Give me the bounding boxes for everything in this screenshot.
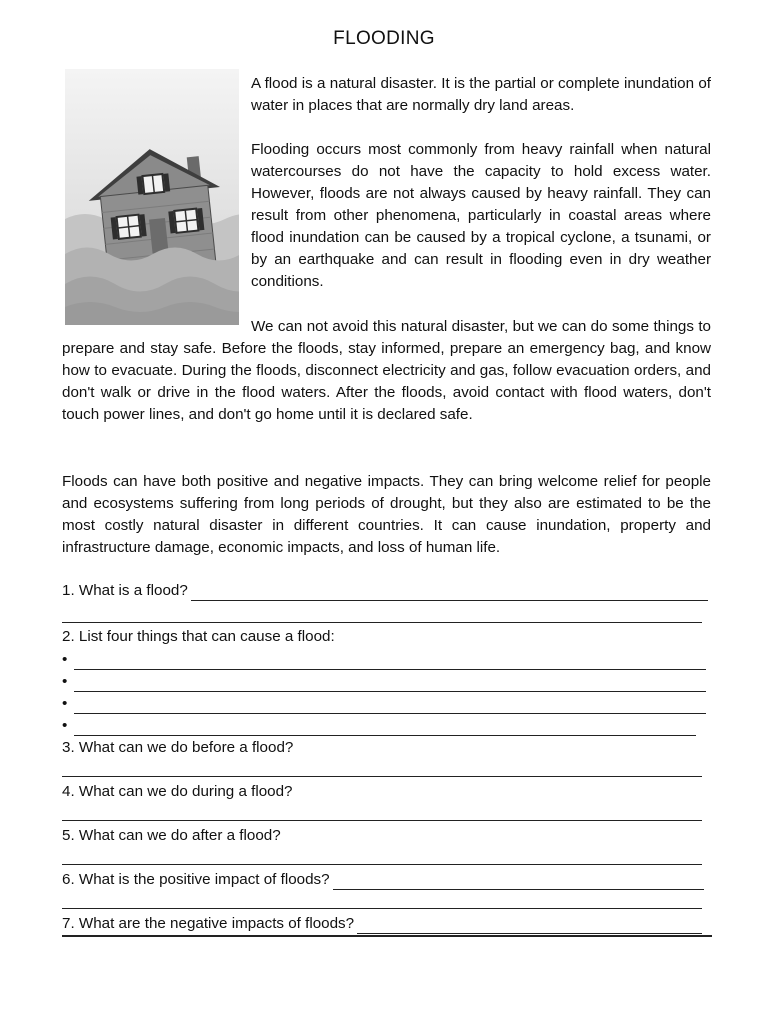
answer-line[interactable] (62, 864, 702, 865)
question-6 (62, 870, 704, 890)
flooded-house-icon (65, 69, 239, 325)
question-4-label: 4. What can we do during a flood? (62, 783, 293, 800)
paragraph-impacts: Floods can have both positive and negative impacts. They can bring welcome relief for people and ecosystems suffering from long periods of drought, but they also are estimated to be the most costly natural disaster in different countries. It can cause inundation, property and infrastructure damage, economic impacts, and loss of human life. (62, 473, 711, 556)
bullet-answer (62, 716, 696, 736)
question-2-label: 2. List four things that can cause a flood: (62, 628, 335, 645)
answer-line[interactable] (74, 699, 706, 714)
bullet-answer (62, 650, 706, 670)
paragraph-definition: A flood is a natural disaster. It is the partial or complete inundation of water in places that are normally dry land areas. (251, 75, 711, 114)
paragraph-safety: We can not avoid this natural disaster, but we can do some things to prepare and stay safe. Before the floods, stay informed, prepare an emergency bag, and know how to evacuate. During the floods, disconnect electricity and gas, follow evacuation orders, and don't walk or drive in the flood waters. After the floods, avoid contact with flood waters, don't touch power lines, and don't go home until it is declared safe. (62, 318, 711, 423)
question-3 (62, 738, 293, 758)
question-3-label: 3. What can we do before a flood? (62, 739, 294, 756)
question-7 (62, 914, 702, 934)
answer-line[interactable] (74, 655, 706, 670)
answer-line[interactable] (333, 875, 704, 890)
answer-line[interactable] (62, 908, 702, 909)
bullet-point: • (62, 717, 68, 734)
bullet-point: • (62, 651, 68, 668)
bottom-rule (62, 935, 712, 937)
answer-line[interactable] (74, 677, 706, 692)
answer-line[interactable] (357, 919, 702, 934)
answer-line[interactable] (191, 586, 708, 601)
question-1-label: 1. What is a flood? (62, 582, 188, 599)
paragraph-causes: Flooding occurs most commonly from heavy rainfall when natural watercourses do not have the capacity to hold excess water. However, floods are not always caused by heavy rainfall. They can result from other phenomena, particularly in coastal areas where flood inundation can be caused by a tropical cyclone, a tsunami, or by an earthquake and can result in flooding even in dry weather conditions. (251, 141, 711, 290)
question-2 (62, 627, 335, 647)
page-title: FLOODING (333, 28, 435, 49)
question-7-label: 7. What are the negative impacts of floods? (62, 915, 355, 932)
question-1 (62, 581, 708, 601)
bullet-answer (62, 672, 706, 692)
question-5 (62, 826, 281, 846)
question-6-label: 6. What is the positive impact of floods? (62, 871, 330, 888)
answer-line[interactable] (62, 820, 702, 821)
bullet-answer (62, 694, 706, 714)
answer-line[interactable] (74, 721, 696, 736)
question-5-label: 5. What can we do after a flood? (62, 827, 281, 844)
bullet-point: • (62, 673, 68, 690)
answer-line[interactable] (62, 776, 702, 777)
bullet-point: • (62, 695, 68, 712)
question-4 (62, 782, 293, 802)
answer-line[interactable] (62, 622, 702, 623)
